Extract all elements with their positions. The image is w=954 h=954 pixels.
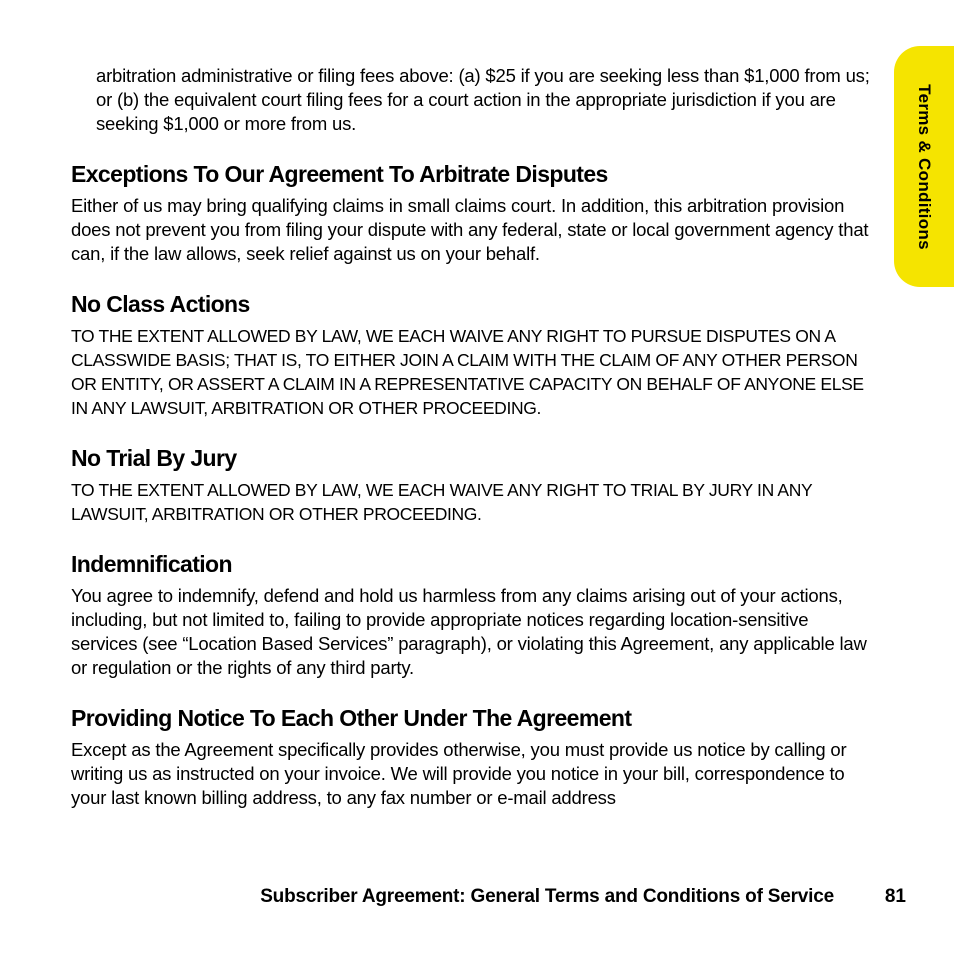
section-exceptions — [71, 160, 871, 266]
section-heading: Providing Notice To Each Other Under The Agreement — [71, 705, 632, 731]
side-tab-label: Terms & Conditions — [915, 83, 934, 250]
section-no-class-actions — [71, 290, 871, 420]
page-number: 81 — [884, 886, 906, 907]
footer-title: Subscriber Agreement: General Terms and Conditions of Service — [260, 886, 834, 907]
intro-paragraph: arbitration administrative or filing fees above: (a) $25 if you are seeking less than $1,000 from us; or (b) the equivalent court filing fees for a court action in the appropriate jurisdiction if you are seeking $1,000 or more from us. — [96, 65, 870, 134]
side-tab — [894, 46, 954, 287]
section-heading: No Trial By Jury — [71, 445, 237, 471]
section-heading: No Class Actions — [71, 291, 250, 317]
section-heading: Indemnification — [71, 551, 232, 577]
section-body: You agree to indemnify, defend and hold us harmless from any claims arising out of your actions, including, but not limited to, failing to provide appropriate notices regarding location-sensitive services (see “Location Based Services” paragraph), or violating this Agreement, any applicable law or regulation or the rights of any third party. — [71, 585, 867, 678]
section-indemnification — [71, 550, 871, 680]
page-content — [71, 64, 871, 810]
section-body: Except as the Agreement specifically provides otherwise, you must provide us notice by calling or writing us as instructed on your invoice. We will provide you notice in your bill, correspondence to your last known billing address, to any fax number or e-mail address — [71, 739, 847, 808]
section-heading: Exceptions To Our Agreement To Arbitrate Disputes — [71, 161, 608, 187]
page-footer — [0, 886, 954, 912]
section-body: TO THE EXTENT ALLOWED BY LAW, WE EACH WAIVE ANY RIGHT TO PURSUE DISPUTES ON A CLASSWIDE BASIS; THAT IS, TO EITHER JOIN A CLAIM WITH THE CLAIM OF ANY OTHER PERSON OR ENTITY, OR ASSERT A CLAIM IN A REPRESENTATIVE CAPACITY ON BEHALF OF ANYONE ELSE IN ANY LAWSUIT, ARBITRATION OR OTHER PROCEEDING. — [71, 326, 864, 418]
section-providing-notice — [71, 704, 871, 810]
section-no-trial-by-jury — [71, 444, 871, 526]
section-body: TO THE EXTENT ALLOWED BY LAW, WE EACH WAIVE ANY RIGHT TO TRIAL BY JURY IN ANY LAWSUIT, ARBITRATION OR OTHER PROCEEDING. — [71, 480, 813, 524]
section-body: Either of us may bring qualifying claims in small claims court. In addition, this arbitration provision does not prevent you from filing your dispute with any federal, state or local government agency that can, if the law allows, seek relief against us on your behalf. — [71, 195, 869, 264]
